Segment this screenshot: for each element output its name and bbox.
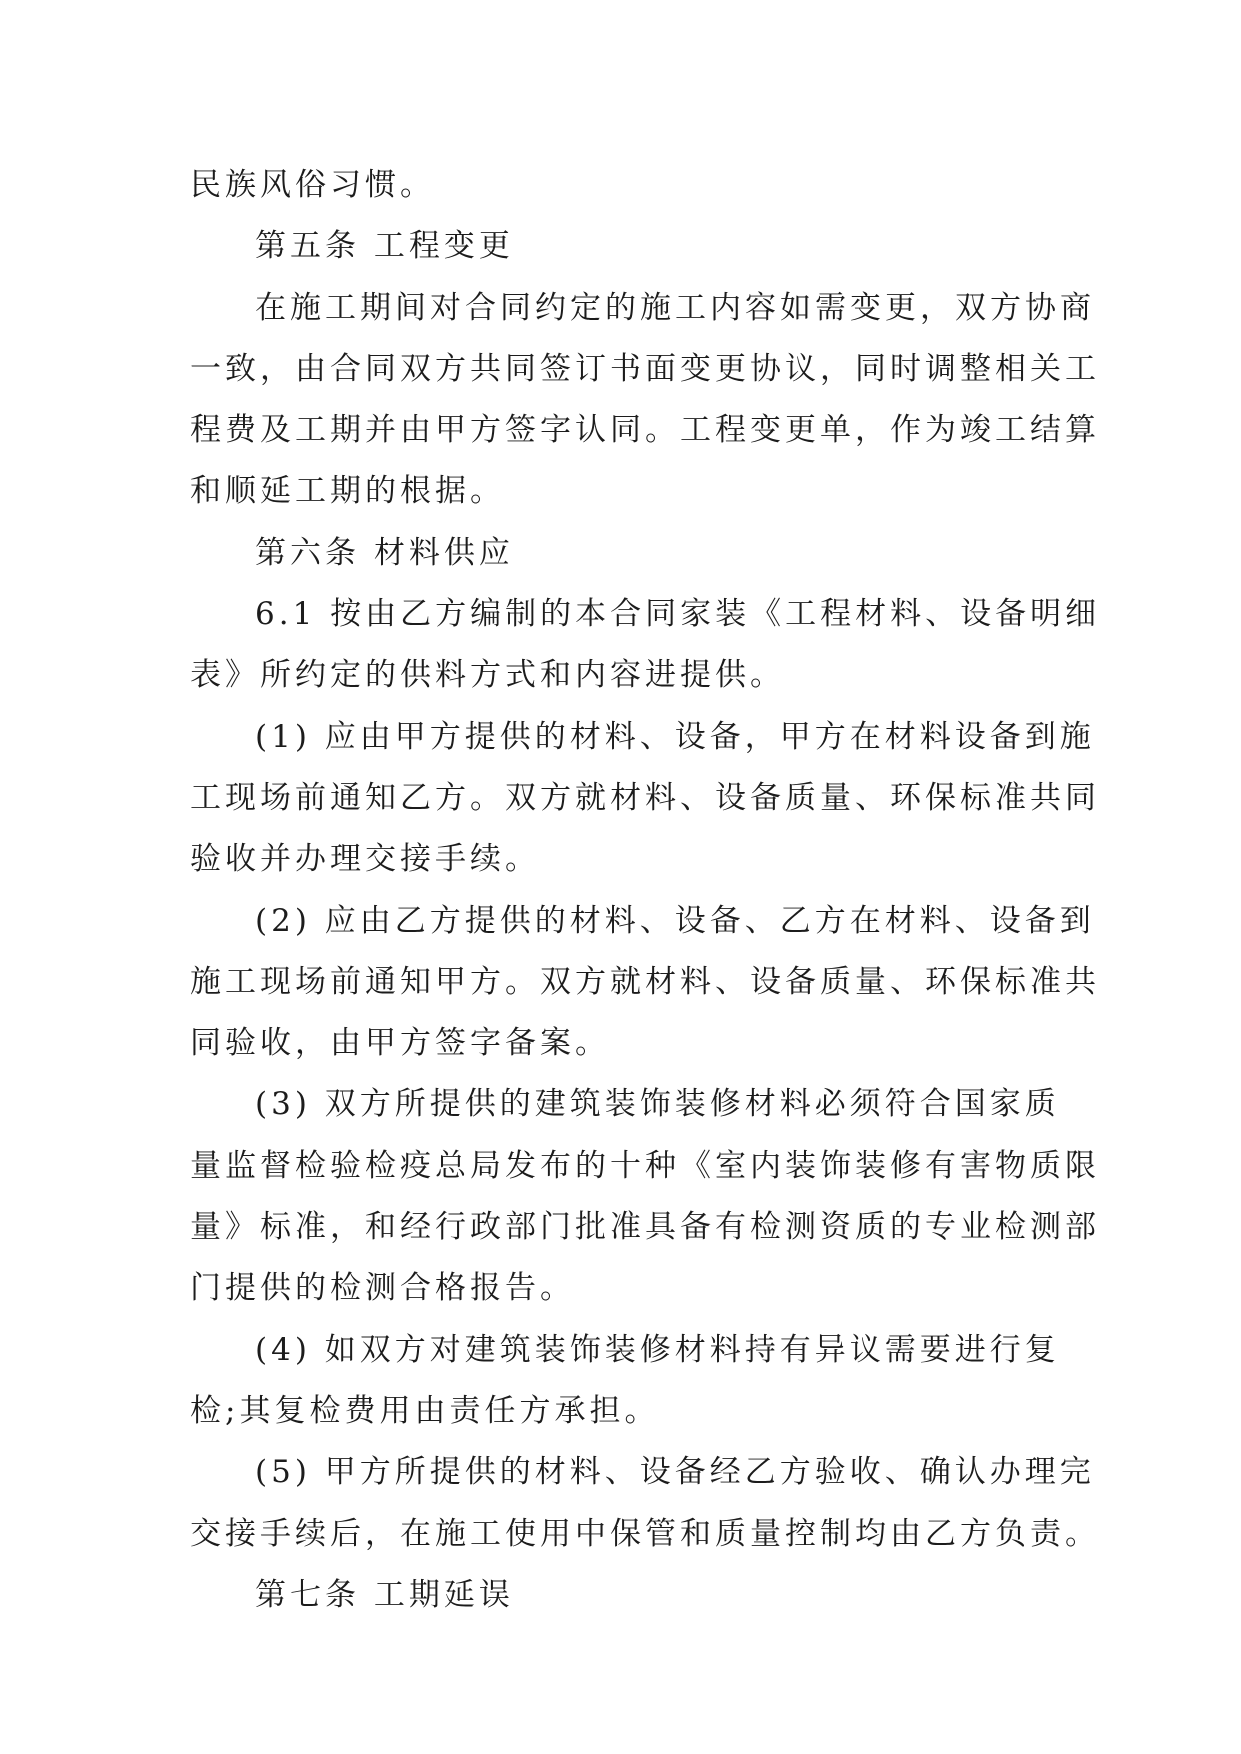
text-line: 门提供的检测合格报告。 (190, 1270, 575, 1307)
text-line: (5) 甲方所提供的材料、设备经乙方验收、确认办理完 (255, 1454, 1095, 1491)
text-line: 第六条 材料供应 (255, 534, 514, 571)
text-line: (2) 应由乙方提供的材料、设备、乙方在材料、设备到 (255, 902, 1095, 939)
text-line: 在施工期间对合同约定的施工内容如需变更，双方协商 (255, 289, 1095, 326)
text-line: 工现场前通知乙方。双方就材料、设备质量、环保标准共同 (190, 779, 1100, 816)
text-line: 一致，由合同双方共同签订书面变更协议，同时调整相关工 (190, 350, 1100, 387)
text-line: 量》标准，和经行政部门批准具备有检测资质的专业检测部 (190, 1209, 1100, 1246)
text-line: 民族风俗习惯。 (190, 167, 435, 203)
text-line: 同验收，由甲方签字备案。 (190, 1025, 610, 1062)
text-line: 交接手续后，在施工使用中保管和质量控制均由乙方负责。 (190, 1515, 1100, 1552)
text-line: (4) 如双方对建筑装饰装修材料持有异议需要进行复 (255, 1331, 1060, 1368)
text-line: 和顺延工期的根据。 (190, 473, 505, 510)
text-line: 第五条 工程变更 (255, 228, 514, 265)
text-line: (1) 应由甲方提供的材料、设备，甲方在材料设备到施 (255, 718, 1095, 755)
text-line: 程费及工期并由甲方签字认同。工程变更单，作为竣工结算 (190, 412, 1100, 449)
text-line: (3) 双方所提供的建筑装饰装修材料必须符合国家质 (255, 1086, 1060, 1123)
text-line: 施工现场前通知甲方。双方就材料、设备质量、环保标准共 (190, 963, 1100, 1000)
text-line: 验收并办理交接手续。 (190, 841, 540, 878)
text-line: 6.1 按由乙方编制的本合同家装《工程材料、设备明细 (255, 596, 1101, 633)
text-line: 检;其复检费用由责任方承担。 (190, 1392, 660, 1429)
text-line: 第七条 工期延误 (255, 1576, 514, 1613)
text-line: 表》所约定的供料方式和内容进提供。 (190, 657, 785, 694)
text-line: 量监督检验检疫总局发布的十种《室内装饰装修有害物质限 (190, 1147, 1100, 1184)
document-body (190, 155, 1101, 1626)
